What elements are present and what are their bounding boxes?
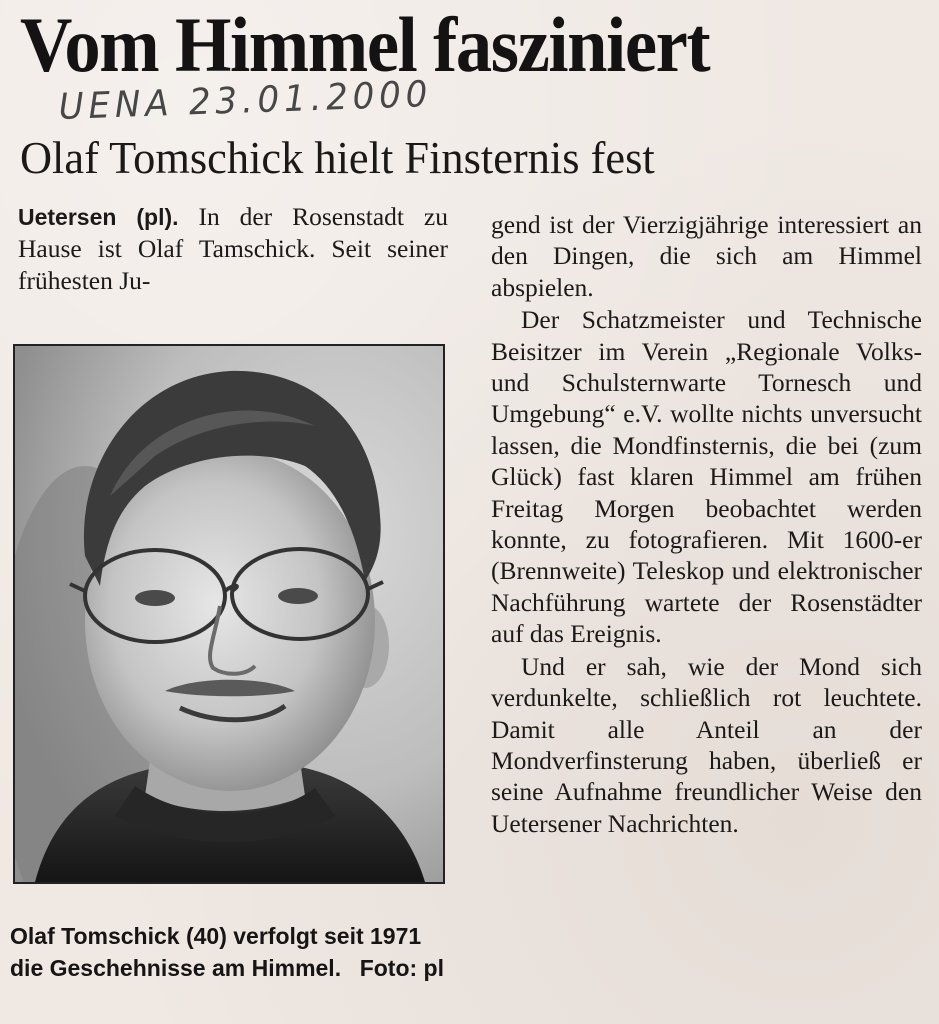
article-paragraph-1: gend ist der Vierzigjährige interessiert an den Dingen, die sich am Himmel abspielen. [491, 210, 922, 302]
portrait-photo-icon [15, 346, 443, 882]
handwritten-date-note: UENA 23.01.2000 [58, 73, 433, 128]
photo-credit: Foto: pl [359, 955, 444, 981]
caption-text: Olaf Tomschick (40) verfolgt seit 1971 die Geschehnisse am Himmel. [10, 923, 422, 981]
subheadline: Olaf Tomschick hielt Finsternis fest [20, 132, 655, 183]
photo-caption [10, 920, 444, 984]
portrait-photo [13, 344, 445, 884]
headline: Vom Himmel fasziniert [20, 1, 710, 88]
article-column-left [18, 201, 448, 296]
intro-text: In der Rosenstadt zu Hause ist Olaf Tamschick. Seit seiner frühesten Ju- [18, 202, 448, 295]
article-paragraph-2: Der Schatzmeister und Technische Beisitzer im Verein „Regionale Volks- und Schulsternwarte Tornesch und Umgebung“ e.V. wollte nichts unversucht lassen, die Mondfinsternis, die bei (zum Glück) fast klaren Himmel am frühen Freitag Morgen beobachtet werden konnte, zu fotografieren. Mit 1600-er (Brennweite) Teleskop und elektronischer Nachführung wartete der Rosenstädter auf das Ereignis. [491, 305, 922, 649]
article-paragraph-3: Und er sah, wie der Mond sich verdunkelte, schließlich rot leuchtete. Damit alle Anteil an der Mondverfinsterung haben, überließ er seine Aufnahme freundlicher Weise den Uetersener Nachrichten. [491, 651, 922, 838]
dateline: Uetersen (pl). [18, 204, 179, 230]
article-paragraph-intro [18, 201, 448, 296]
article-column-right [491, 209, 922, 839]
